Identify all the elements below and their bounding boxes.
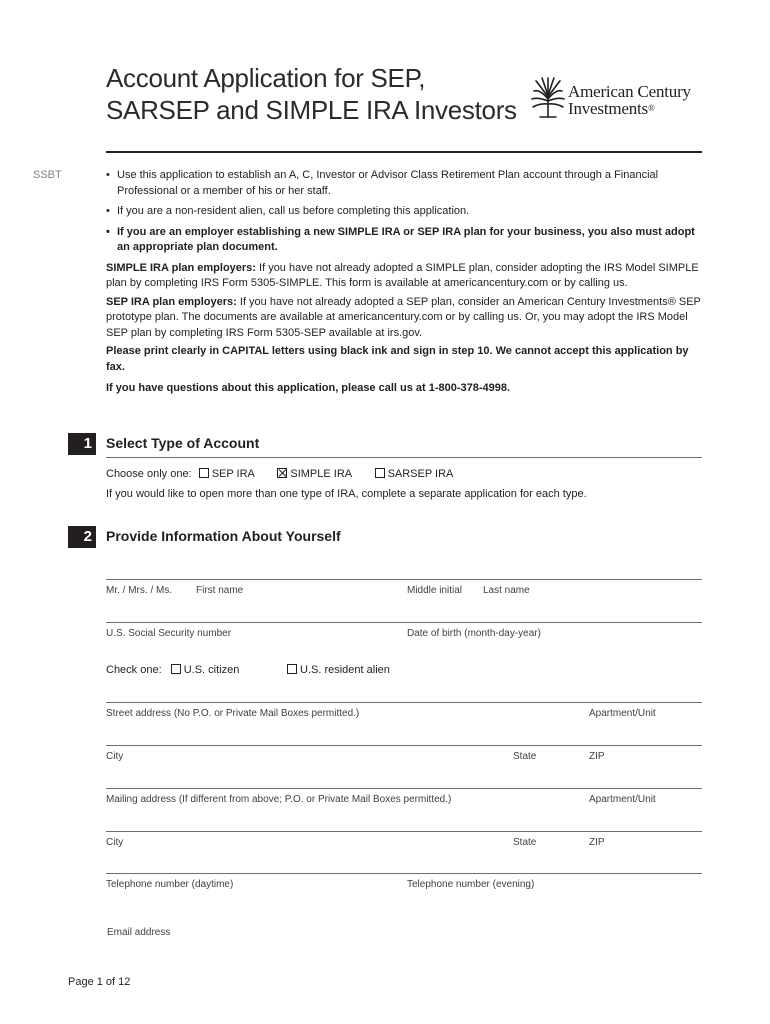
salutation-label: Mr. / Mrs. / Ms. [106, 585, 173, 596]
first-name-label: First name [196, 585, 244, 596]
brand-name [568, 83, 691, 117]
last-name-label: Last name [483, 585, 530, 596]
intro-bullet-2: • If you are a non-resident alien, call us before completing this application. [106, 204, 702, 220]
mailing-address-line[interactable] [106, 788, 702, 789]
brand-line-2: Investments® [568, 99, 655, 118]
checkbox-us-citizen[interactable] [171, 664, 181, 674]
email-label: Email address [107, 927, 171, 938]
state-label-1: State [513, 751, 537, 762]
questions-phone: If you have questions about this application, please call us at 1-800-378-4998. [106, 382, 511, 394]
option-sep-ira[interactable]: SEP IRA [199, 468, 255, 480]
page-number: Page 1 of 12 [68, 976, 131, 988]
simple-plan-note: SIMPLE IRA plan employers: If you have not already adopted a SIMPLE plan, consider adopting the IRS Model SIMPLE plan by completing IRS Form 5305-SIMPLE. This form is available at americancentury.com or by calling us. [106, 261, 699, 289]
name-line[interactable] [106, 579, 702, 580]
option-simple-ira[interactable]: SIMPLE IRA [277, 468, 351, 480]
option-sarsep-ira[interactable]: SARSEP IRA [375, 468, 454, 480]
intro-bullet-1: • Use this application to establish an A, C, Investor or Advisor Class Retirement Plan account through a Financial Professional or a member of his or her staff. [106, 168, 702, 199]
account-type-row: Choose only one: SEP IRA SIMPLE IRA SARSEP IRA [106, 468, 454, 480]
city-line-2[interactable] [106, 831, 702, 832]
checkbox-sarsep-ira[interactable] [375, 468, 385, 478]
citizenship-row: Check one: U.S. citizen [106, 664, 240, 676]
tree-logo-icon [530, 77, 566, 119]
account-type-note: If you would like to open more than one type of IRA, complete a separate application for each type. [106, 488, 587, 500]
option-us-resident-alien[interactable]: U.S. resident alien [287, 664, 390, 676]
street-address-label: Street address (No P.O. or Private Mail Boxes permitted.) [106, 708, 360, 719]
company-logo [530, 77, 710, 121]
apartment-label-2: Apartment/Unit [589, 794, 656, 805]
city-line-1[interactable] [106, 745, 702, 746]
section-1-number: 1 [68, 433, 96, 455]
middle-initial-label: Middle initial [407, 585, 463, 596]
city-label-2: City [106, 837, 124, 848]
ssn-label: U.S. Social Security number [106, 628, 232, 639]
city-label-1: City [106, 751, 124, 762]
option-us-citizen[interactable]: U.S. citizen [171, 664, 240, 676]
intro-bullet-3: • If you are an employer establishing a new SIMPLE IRA or SEP IRA plan for your business, you also must adopt an appropriate plan document. [106, 225, 702, 256]
phone-evening-label: Telephone number (evening) [407, 879, 535, 890]
street-address-line[interactable] [106, 702, 702, 703]
intro-instructions [106, 168, 702, 400]
ssn-line[interactable] [106, 622, 702, 623]
zip-label-2: ZIP [589, 837, 605, 848]
header-divider [106, 151, 702, 153]
dob-label: Date of birth (month-day-year) [407, 628, 541, 639]
print-instructions: Please print clearly in CAPITAL letters using black ink and sign in step 10. We cannot accept this application by fax. [106, 345, 689, 373]
section-2-title: Provide Information About Yourself [106, 528, 341, 544]
apartment-label-1: Apartment/Unit [589, 708, 656, 719]
phone-day-label: Telephone number (daytime) [106, 879, 234, 890]
state-label-2: State [513, 837, 537, 848]
zip-label-1: ZIP [589, 751, 605, 762]
form-code: SSBT [33, 169, 62, 181]
checkbox-sep-ira[interactable] [199, 468, 209, 478]
sep-plan-note: SEP IRA plan employers: If you have not already adopted a SEP plan, consider an American Century Investments® SEP prototype plan. The documents are available at americancentury.com or by calling us. Or, you may adopt the IRS Model SEP plan by completing IRS Form 5305-SEP available at irs.gov. [106, 295, 701, 339]
section-1-title: Select Type of Account [106, 435, 260, 451]
checkbox-simple-ira[interactable] [277, 468, 287, 478]
section-1-divider [106, 457, 702, 458]
section-2-number: 2 [68, 526, 96, 548]
registered-mark: ® [647, 103, 655, 113]
mailing-address-label: Mailing address (If different from above; P.O. or Private Mail Boxes permitted.) [106, 794, 452, 805]
telephone-line[interactable] [106, 873, 702, 874]
page-title [106, 62, 517, 126]
checkbox-us-resident-alien[interactable] [287, 664, 297, 674]
title-line-1: Account Application for SEP, [106, 63, 426, 93]
title-line-2: SARSEP and SIMPLE IRA Investors [106, 95, 517, 125]
brand-line-1: American Century [568, 82, 691, 101]
